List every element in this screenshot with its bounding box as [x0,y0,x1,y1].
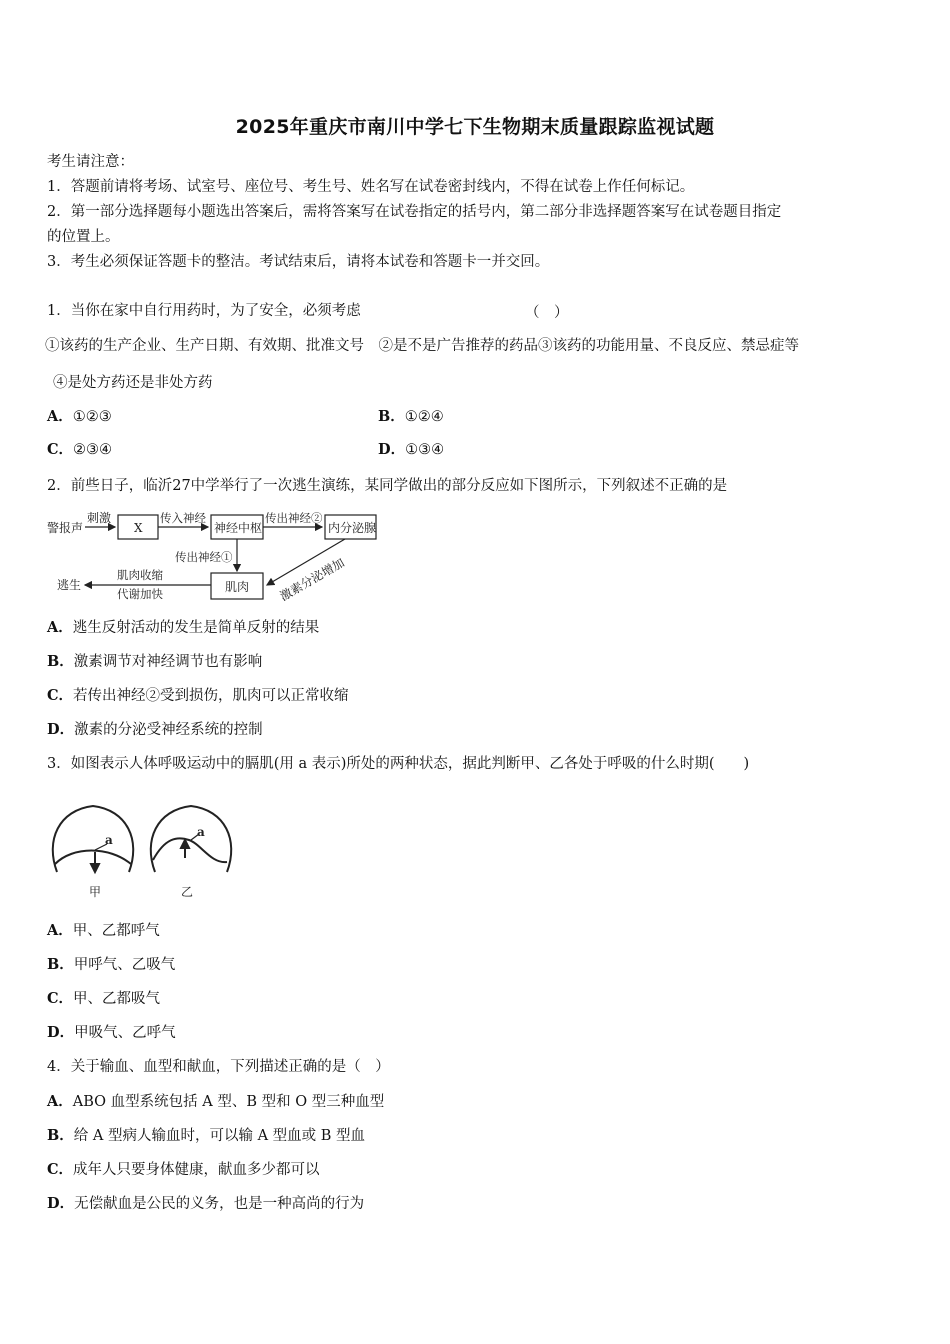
option-text: 成年人只要身体健康，献血多少都可以 [73,1162,320,1178]
diagram-escape: 逃生 [57,578,82,592]
option-text: 若传出神经②受到损伤，肌肉可以正常收缩 [73,688,349,704]
diagram-contract-2: 代谢加快 [117,587,163,601]
option-text: 激素的分泌受神经系统的控制 [74,722,263,738]
option-text: 逃生反射活动的发生是简单反射的结果 [72,620,320,636]
up-arrowhead-icon [181,840,189,848]
right-a-label: a [197,825,205,839]
option-b [47,1126,365,1146]
page-title: 2025年重庆市南川中学七下生物期末质量跟踪监视试题 [235,116,715,138]
diagram-stimulus: 刺激 [87,511,112,525]
option-label: B． [47,1127,74,1144]
diagram-efferent1: 传出神经① [175,550,233,564]
option-text: ②③④ [73,442,113,458]
option-label: A． [47,408,73,425]
notice-item: 的位置上。 [47,229,120,245]
option-text: 激素调节对神经调节也有影响 [73,654,263,670]
left-a-label: a [105,833,113,847]
diagram-gland: 内分泌腺 [328,521,377,535]
option-a [47,1092,384,1112]
option-label: C． [47,687,74,704]
down-arrowhead-icon [91,864,99,872]
question-1-statement: ①该药的生产企业、生产日期、有效期、批准文号 ②是不是广告推荐的药品③该药的功能用量、不良反应、禁忌症等 [45,338,799,354]
question-1-paren: （ ） [525,305,569,321]
option-label: C． [47,990,74,1007]
option-text: 甲呼气、乙吸气 [73,957,176,973]
option-label: D． [378,441,406,458]
notice-item: 1．答题前请将考场、试室号、座位号、考生号、姓名写在试卷密封线内，不得在试卷上作任何标记。 [47,179,695,195]
diagram-center: 神经中枢 [214,521,263,535]
option-c [47,440,112,460]
option-text: 甲吸气、乙呼气 [74,1025,176,1041]
option-b [378,407,444,427]
diagram-afferent: 传入神经 [160,511,206,525]
option-text: 甲、乙都呼气 [72,923,160,939]
diagram-alarm: 警报声 [47,521,84,535]
option-text: ABO 血型系统包括 A 型、B 型和 O 型三种血型 [72,1094,385,1110]
option-d [47,720,263,740]
option-label: B． [47,956,74,973]
left-diaphragm-a [55,851,131,865]
option-text: 甲、乙都吸气 [73,991,161,1007]
option-text: 给 A 型病人输血时，可以输 A 型血或 B 型血 [73,1128,366,1144]
option-label: D． [47,721,75,738]
reflex-flow-diagram [45,505,385,605]
right-caption: 乙 [181,885,194,899]
option-label: D． [47,1024,75,1041]
notice-item: 3．考生必须保证答题卡的整洁。考试结束后，请将本试卷和答题卡一并交回。 [47,254,550,270]
option-label: A． [47,619,73,636]
option-label: B． [47,653,74,670]
left-caption: 甲 [89,885,102,899]
question-3-stem: 3．如图表示人体呼吸运动中的膈肌(用 a 表示)所处的两种状态，据此判断甲、乙各处于呼吸的什么时期( ) [47,756,750,772]
right-diaphragm-a [153,838,227,862]
option-label: C． [47,441,74,458]
option-text: ①②④ [404,409,444,425]
option-c [47,989,160,1009]
question-4-stem: 4．关于输血、血型和献血，下列描述正确的是（ ） [47,1059,390,1075]
option-text: 无偿献血是公民的义务，也是一种高尚的行为 [74,1196,365,1212]
option-c [47,686,349,706]
diaphragm-figure [45,800,235,900]
diagram-efferent2: 传出神经② [265,511,323,525]
option-a [47,921,160,941]
diagram-muscle: 肌肉 [225,580,250,594]
diagram-contract-1: 肌肉收缩 [117,568,163,582]
option-d [378,440,444,460]
notice-heading: 考生请注意： [47,154,134,170]
option-c [47,1160,320,1180]
option-text: ①②③ [72,409,112,425]
question-1-statement: ④是处方药还是非处方药 [53,375,213,391]
option-d [47,1023,176,1043]
diagram-x: X [134,521,143,535]
option-label: D． [47,1195,75,1212]
diagram-hormone: 激素分泌增加 [277,555,347,604]
question-2-stem: 2．前些日子，临沂27中学举行了一次逃生演练，某同学做出的部分反应如下图所示，下列叙述不正确的是 [47,478,728,494]
option-label: A． [47,922,73,939]
notice-item: 2．第一部分选择题每小题选出答案后，需将答案写在试卷指定的括号内，第二部分非选择题答案写在试卷题目指定 [47,204,782,220]
option-b [47,652,262,672]
option-b [47,955,175,975]
left-thorax-outline [53,806,133,872]
option-d [47,1194,364,1214]
option-a [47,407,112,427]
option-label: A． [47,1093,73,1110]
question-1-stem: 1．当你在家中自行用药时，为了安全，必须考虑 [47,303,361,319]
option-text: ①③④ [405,442,445,458]
option-label: B． [378,408,405,425]
option-a [47,618,319,638]
option-label: C． [47,1161,74,1178]
